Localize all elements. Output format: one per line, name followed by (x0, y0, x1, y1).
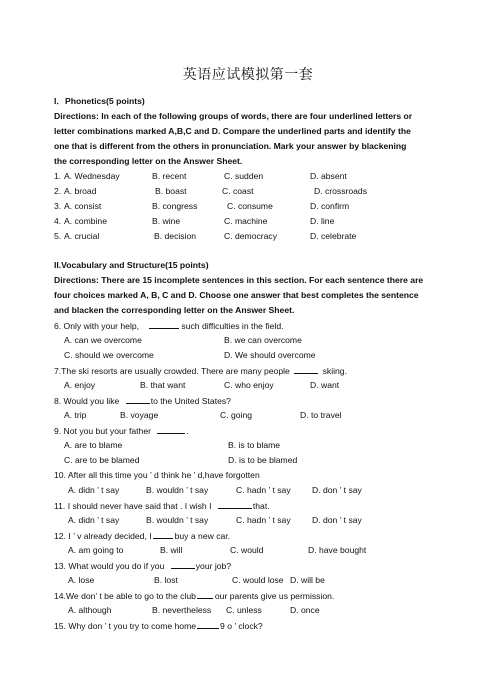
question-14-option-a: A. although (68, 605, 112, 615)
question-6-blank (149, 320, 179, 329)
page-title: 英语应试模拟第一套 (182, 67, 314, 83)
question-8-option-c: C. going (220, 410, 253, 420)
question-10-option-c: C. hadn ’ t say (236, 485, 291, 495)
phonetics-q5-option-c: C. democracy (224, 231, 278, 241)
phonetics-q3-option-b: B. congress (152, 201, 198, 211)
question-11-stem (54, 500, 270, 512)
phonetics-q3-option-a: A. consist (64, 201, 102, 211)
question-8-stem-end: to the United States? (150, 396, 231, 406)
question-15-blank (197, 620, 219, 629)
question-9-stem-start: 9. Not you but your father (54, 426, 151, 436)
question-8-stem (54, 395, 231, 407)
section-2-directions-line-3: and blacken the corresponding letter on the Answer Sheet. (54, 305, 295, 315)
question-15-stem (54, 620, 263, 632)
question-7-stem (54, 365, 347, 377)
question-12-blank (153, 530, 173, 539)
section-2-directions-line-2: four choices marked A, B, C and D. Choose one answer that best completes the sentence (54, 290, 419, 300)
phonetics-q4-number: 4. (54, 216, 62, 226)
question-7-stem-start: 7.The ski resorts are usually crowded. There are many people (54, 366, 290, 376)
question-8-option-b: B. voyage (120, 410, 159, 420)
question-13-stem (54, 560, 231, 572)
question-11-blank (218, 500, 252, 509)
question-6-stem-start: 6. Only with your help, (54, 321, 140, 331)
question-7-stem-end: skiing. (322, 366, 347, 376)
question-6-option-b: B. we can overcome (224, 335, 302, 345)
question-14-option-b: B. nevertheless (152, 605, 212, 615)
question-7-option-a: A. enjoy (64, 380, 96, 390)
phonetics-q4-option-c: C. machine (224, 216, 268, 226)
question-15-stem-start: 15. Why don ’ t you try to come home (54, 621, 197, 631)
question-9-option-c: C. are to be blamed (64, 455, 140, 465)
question-9-stem (54, 425, 189, 437)
question-12-stem-start: 12. I ’ v already decided, I (54, 531, 152, 541)
question-9-option-a: A. are to blame (64, 440, 123, 450)
question-8-option-a: A. trip (64, 410, 87, 420)
phonetics-q5-number: 5. (54, 231, 62, 241)
phonetics-q4-option-b: B. wine (152, 216, 181, 226)
question-13-stem-end: your job? (195, 561, 232, 571)
question-13-stem-start: 13. What would you do if you (54, 561, 165, 571)
question-8-option-d: D. to travel (300, 410, 342, 420)
question-13-option-d: D. will be (290, 575, 325, 585)
question-14-stem-end: our parents give us permission. (214, 591, 335, 601)
phonetics-q4-option-d: D. line (310, 216, 335, 226)
section-1-heading: I．Phonetics(5 points) (54, 96, 145, 106)
phonetics-q1-number: 1. (54, 171, 62, 181)
question-9-blank (157, 425, 185, 434)
question-13-option-b: B. lost (154, 575, 178, 585)
question-10-stem: 10. After all this time you ’ d think he ’ d,have forgotten (54, 470, 260, 480)
question-11-option-a: A. didn ’ t say (68, 515, 120, 525)
question-9-option-b: B. is to blame (228, 440, 281, 450)
phonetics-q5-option-b: B. decision (154, 231, 197, 241)
section-2-heading: II.Vocabulary and Structure(15 points) (54, 260, 209, 270)
question-10-option-b: B. wouldn ’ t say (146, 485, 209, 495)
question-12-option-b: B. will (160, 545, 183, 555)
question-14-stem (54, 590, 334, 602)
question-11-stem-end: that. (252, 501, 270, 511)
question-11-option-c: C. hadn ’ t say (236, 515, 291, 525)
question-8-blank (126, 395, 150, 404)
section-1-directions-line-1: Directions: In each of the following groups of words, there are four underlined letters or (54, 111, 413, 121)
section-1-directions-line-2: letter combinations marked A,B,C and D. Compare the underlined parts and identify the (54, 126, 411, 136)
question-6-stem-end: such difficulties in the field. (181, 321, 284, 331)
section-2-directions-line-1: Directions: There are 15 incomplete sentences in this section. For each sentence there are (54, 275, 424, 285)
question-6-option-a: A. can we overcome (64, 335, 142, 345)
question-12-stem-end: buy a new car. (174, 531, 231, 541)
phonetics-q1-option-a: A. Wednesday (64, 171, 120, 181)
question-13-option-a: A. lose (68, 575, 95, 585)
question-14-blank (197, 590, 213, 599)
question-7-option-b: B. that want (140, 380, 186, 390)
question-11-option-d: D. don ’ t say (312, 515, 362, 525)
phonetics-q2-number: 2. (54, 186, 62, 196)
question-12-option-d: D. have bought (308, 545, 367, 555)
question-12-option-a: A. am going to (68, 545, 124, 555)
question-6-option-c: C. should we overcome (64, 350, 154, 360)
question-12-stem (54, 530, 230, 542)
question-11-stem-start: 11. I should never have said that . I wish I (54, 501, 212, 511)
question-15-stem-end: 9 o ’ clock? (220, 621, 263, 631)
question-7-blank (294, 365, 318, 374)
phonetics-q1-option-d: D. absent (310, 171, 347, 181)
question-14-option-d: D. once (290, 605, 320, 615)
phonetics-q2-option-c: C. coast (222, 186, 254, 196)
phonetics-q3-option-c: C. consume (227, 201, 273, 211)
question-10-option-d: D. don ’ t say (312, 485, 362, 495)
section-1-directions-line-3: one that is different from the others in pronunciation. Mark your answer by blackening (54, 141, 407, 151)
phonetics-q1-option-b: B. recent (152, 171, 187, 181)
question-6-stem (54, 320, 284, 332)
question-7-option-d: D. want (310, 380, 340, 390)
question-9-stem-end: . (186, 426, 189, 436)
question-8-stem-start: 8. Would you like (54, 396, 120, 406)
phonetics-q3-option-d: D. confirm (310, 201, 350, 211)
question-14-option-c: C. unless (226, 605, 262, 615)
question-9-option-d: D. is to be blamed (228, 455, 298, 465)
question-12-option-c: C. would (230, 545, 264, 555)
question-11-option-b: B. wouldn ’ t say (146, 515, 209, 525)
question-14-stem-start: 14.We don’ t be able to go to the club (54, 591, 196, 601)
phonetics-q1-option-c: C. sudden (224, 171, 264, 181)
phonetics-q2-option-b: B. boast (155, 186, 187, 196)
question-7-option-c: C. who enjoy (224, 380, 274, 390)
question-13-option-c: C. would lose (232, 575, 284, 585)
section-1-directions-line-4: the corresponding letter on the Answer Sheet. (54, 156, 243, 166)
question-6-option-d: D. We should overcome (224, 350, 316, 360)
phonetics-q3-number: 3. (54, 201, 62, 211)
phonetics-q5-option-a: A. crucial (64, 231, 100, 241)
phonetics-q4-option-a: A. combine (64, 216, 107, 226)
question-10-option-a: A. didn ’ t say (68, 485, 120, 495)
phonetics-q2-option-d: D. crossroads (314, 186, 368, 196)
question-13-blank (171, 560, 195, 569)
phonetics-q5-option-d: D. celebrate (310, 231, 357, 241)
phonetics-q2-option-a: A. broad (64, 186, 97, 196)
